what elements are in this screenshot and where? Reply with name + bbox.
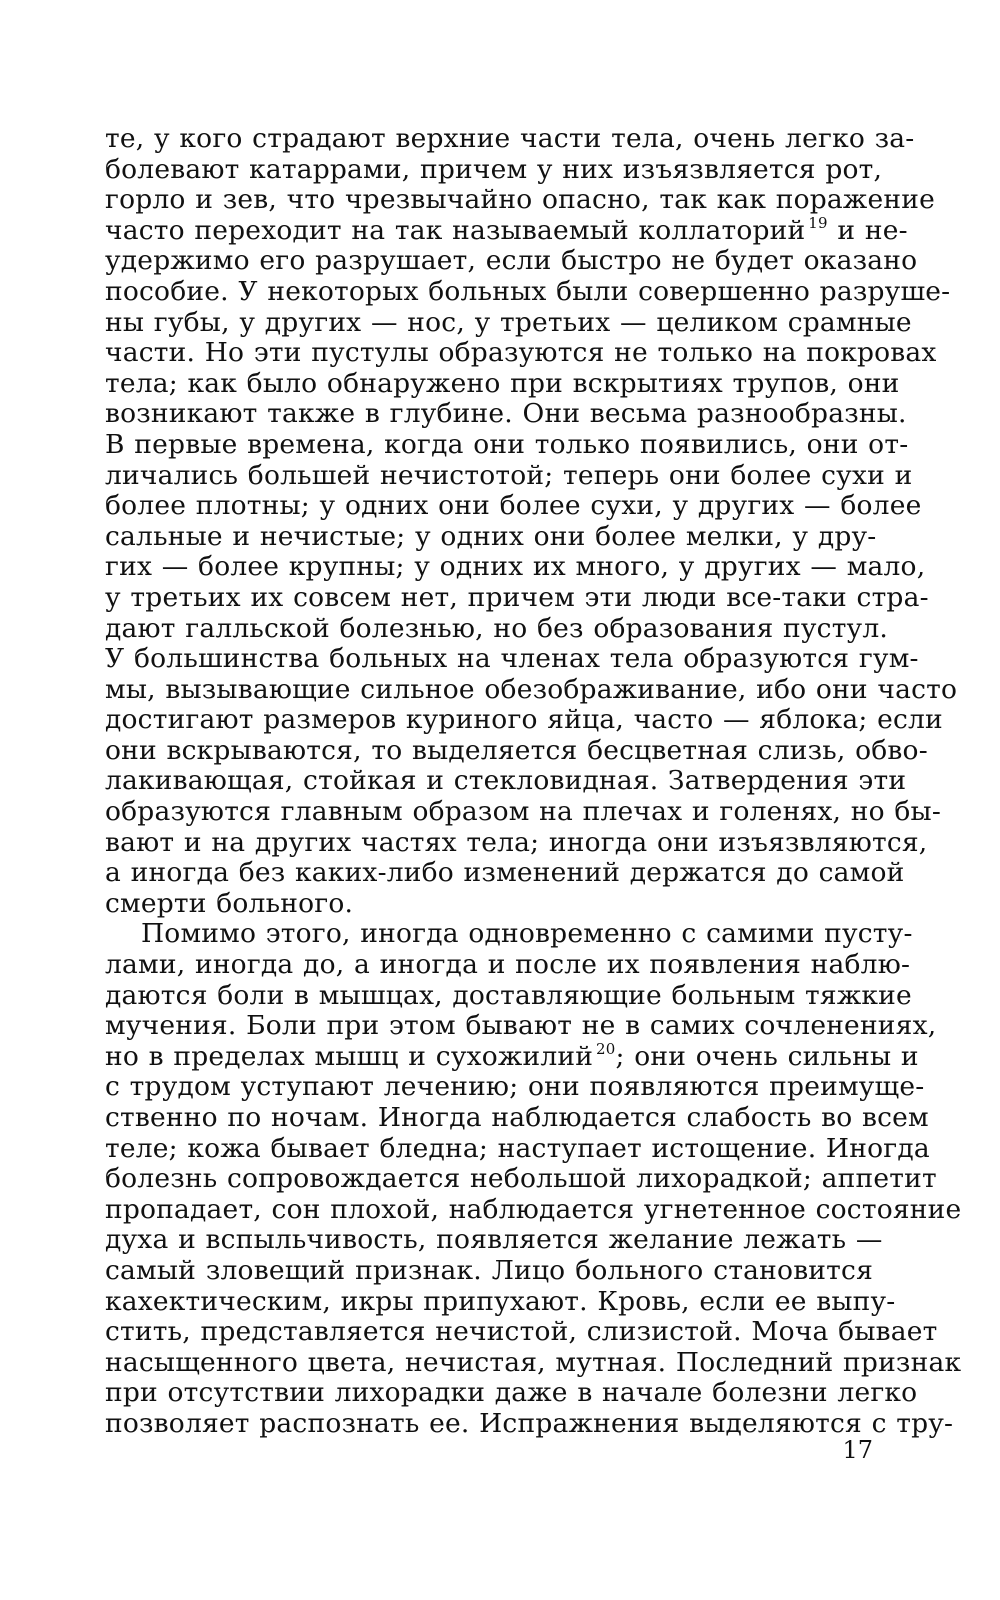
text-line: смерти больного. (105, 887, 354, 919)
text-line: пропадает, сон плохой, наблюдается угнетенное состояние (105, 1193, 962, 1225)
text-line: мучения. Боли при этом бывают не в самих сочленениях, (105, 1010, 937, 1042)
text-line: позволяет распознать ее. Испражнения выделяются с тру- (105, 1407, 954, 1439)
text-line: более плотны; у одних они более сухи, у других — более (105, 490, 922, 522)
text-line: тела; как было обнаружено при вскрытиях трупов, они (105, 367, 900, 399)
text-line: Помимо этого, иногда одновременно с самими пусту- (141, 918, 913, 950)
text-fragment: часто переходит на так называемый коллаторий (105, 214, 806, 246)
text-line: части. Но эти пустулы образуются не только на покровах (105, 337, 937, 369)
text-line: вают и на других частях тела; иногда они изъязвляются, (105, 826, 928, 858)
text-line: У большинства больных на членах тела образуются гум- (105, 643, 919, 675)
text-fragment: и не- (827, 214, 908, 246)
text-line: с трудом уступают лечению; они появляются преимуще- (105, 1071, 925, 1103)
text-line: духа и вспыльчивость, появляется желание лежать — (105, 1224, 883, 1256)
text-line: при отсутствии лихорадки даже в начале болезни легко (105, 1377, 918, 1409)
text-line: пособие. У некоторых больных были совершенно разруше- (105, 275, 951, 307)
text-line: лами, иногда до, а иногда и после их появления наблю- (105, 949, 911, 981)
text-line: насыщенного цвета, нечистая, мутная. Последний признак (105, 1346, 962, 1378)
text-line: болезнь сопровождается небольшой лихорадкой; аппетит (105, 1163, 937, 1195)
text-line: лакивающая, стойкая и стекловидная. Затвердения эти (105, 765, 907, 797)
text-line: те, у кого страдают верхние части тела, очень легко за- (105, 123, 915, 154)
text-line: даются боли в мышцах, доставляющие больным тяжкие (105, 979, 912, 1011)
text-line: ны губы, у других — нос, у третьих — целиком срамные (105, 306, 912, 338)
text-line: горло и зев, что чрезвычайно опасно, так как поражение (105, 184, 935, 216)
paragraph-1 (105, 123, 958, 919)
text-line: болевают катаррами, причем у них изъязвляется рот, (105, 153, 883, 185)
text-line (105, 1039, 919, 1073)
text-line: сальные и нечистые; у одних они более мелки, у дру- (105, 520, 877, 552)
text-line: удержимо его разрушает, если быстро не будет оказано (105, 245, 918, 277)
text-line: мы, вызывающие сильное обезображивание, ибо они часто (105, 673, 958, 705)
paragraph-2 (105, 918, 962, 1439)
text-line: они вскрываются, то выделяется бесцветная слизь, обво- (105, 734, 928, 766)
text-fragment: но в пределах мышц и сухожилий (105, 1040, 594, 1072)
text-line: гих — более крупны; у одних их много, у других — мало, (105, 551, 926, 583)
text-line: возникают также в глубине. Они весьма разнообразны. (105, 398, 907, 430)
text-line: стить, представляется нечистой, слизистой. Моча бывает (105, 1316, 938, 1348)
text-line: а иногда без каких-либо изменений держатся до самой (105, 857, 905, 889)
text-line (105, 213, 908, 247)
text-line: достигают размеров куриного яйца, часто — яблока; если (105, 704, 943, 736)
text-line: теле; кожа бывает бледна; наступает истощение. Иногда (105, 1132, 930, 1164)
text-line: личались большей нечистотой; теперь они более сухи и (105, 459, 913, 491)
footnote-ref-20: 20 (595, 1039, 616, 1058)
page-number: 17 (842, 1436, 873, 1464)
text-line: кахектическим, икры припухают. Кровь, если ее выпу- (105, 1285, 896, 1317)
text-line: самый зловещий признак. Лицо больного становится (105, 1254, 873, 1286)
text-line: ственно по ночам. Иногда наблюдается слабость во всем (105, 1102, 929, 1133)
text-line: образуются главным образом на плечах и голенях, но бы- (105, 796, 941, 828)
text-line: В первые времена, когда они только появились, они от- (105, 428, 909, 460)
text-line: дают галльской болезнью, но без образования пустул. (105, 612, 889, 644)
footnote-ref-19: 19 (808, 213, 828, 232)
text-line: у третьих их совсем нет, причем эти люди все-таки стра- (105, 581, 929, 613)
text-fragment: ; они очень сильны и (615, 1040, 919, 1072)
main-text (105, 123, 962, 1440)
